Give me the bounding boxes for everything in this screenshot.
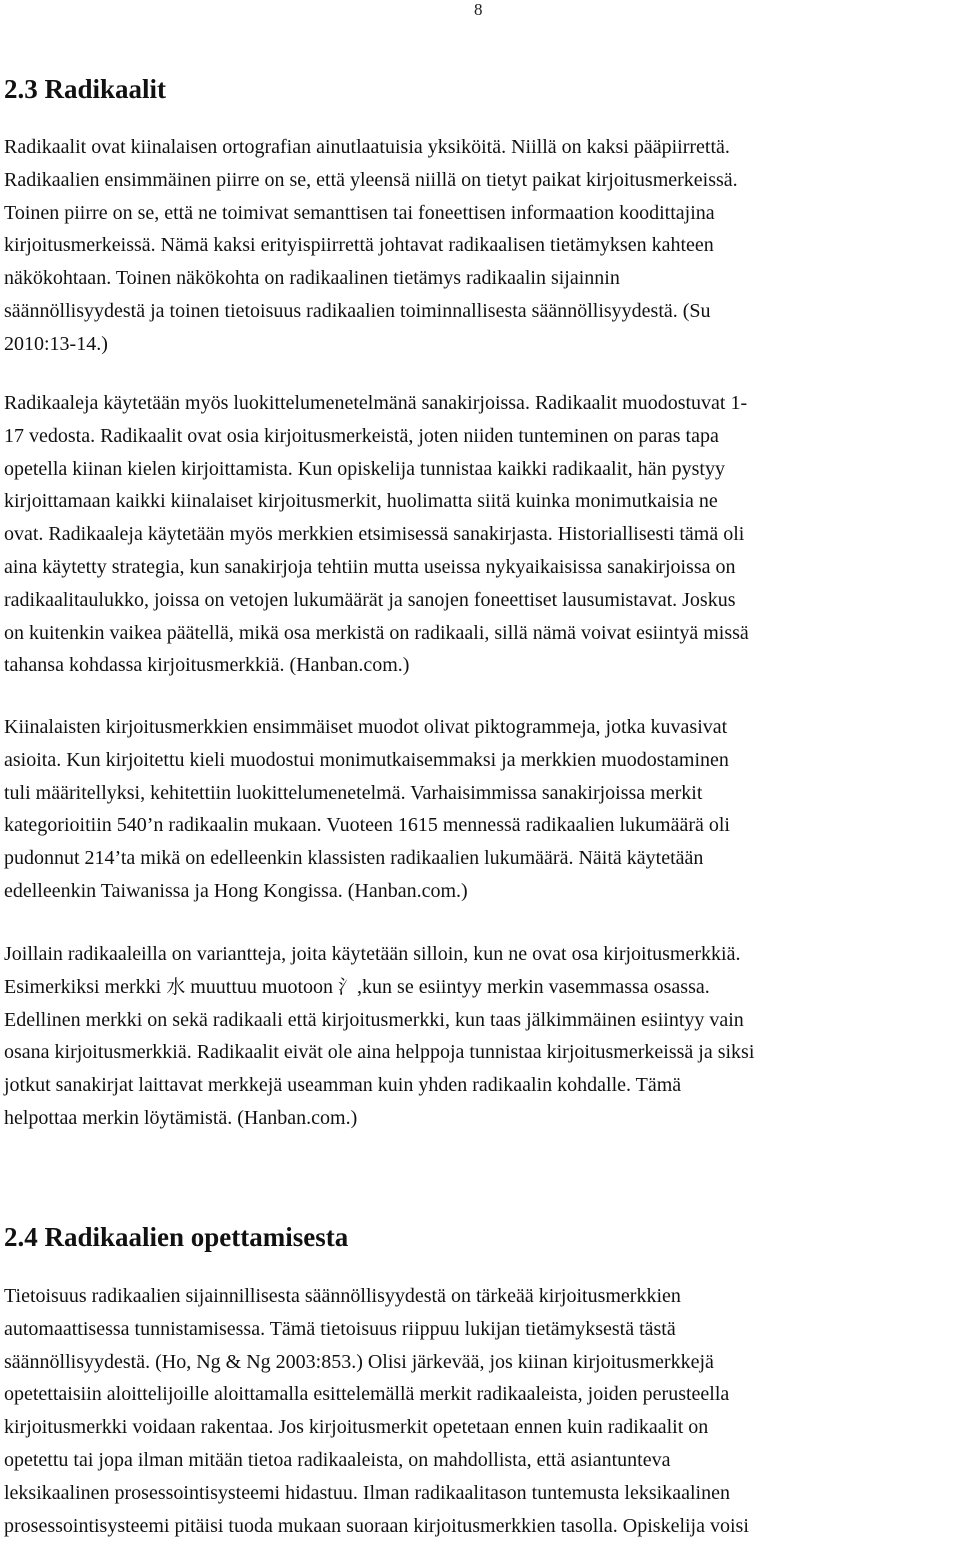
paragraph-line: pudonnut 214’ta mikä on edelleenkin klassisten radikaalien lukumäärä. Näitä käytetään xyxy=(4,847,704,870)
paragraph-line: tahansa kohdassa kirjoitusmerkkiä. (Hanban.com.) xyxy=(4,654,410,677)
page-number: 8 xyxy=(474,0,483,19)
paragraph-line: kirjoitusmerkki voidaan rakentaa. Jos kirjoitusmerkit opetetaan ennen kuin radikaalit on xyxy=(4,1416,709,1439)
paragraph-line: ovat. Radikaaleja käytetään myös merkkien etsimisessä sanakirjasta. Historiallisesti tämä oli xyxy=(4,523,745,546)
paragraph-line: Toinen piirre on se, että ne toimivat semanttisen tai foneettisen informaation koodittajina xyxy=(4,201,715,224)
paragraph-line: säännöllisyydestä. (Ho, Ng & Ng 2003:853.) Olisi järkevää, jos kiinan kirjoitusmerkkejä xyxy=(4,1350,714,1373)
paragraph-line: 17 vedosta. Radikaalit ovat osia kirjoitusmerkeistä, joten niiden tunteminen on paras tapa xyxy=(4,424,719,447)
section-heading-radikaalit: 2.3 Radikaalit xyxy=(4,74,167,104)
paragraph-line: helpottaa merkin löytämistä. (Hanban.com.) xyxy=(4,1106,358,1129)
paragraph-line: 2010:13-14.) xyxy=(4,332,108,355)
line-text: muuttuu muotoon xyxy=(185,975,339,998)
line-text: Esimerkiksi merkki xyxy=(4,975,167,998)
paragraph-2 xyxy=(4,387,956,682)
paragraph-line: aina käytetty strategia, kun sanakirjoja tehtiin mutta useissa nykyaikaisissa sanakirjoissa on xyxy=(4,555,736,578)
paragraph-line: Radikaalien ensimmäinen piirre on se, että yleensä niillä on tietyt paikat kirjoitusmerkeissä. xyxy=(4,168,738,191)
paragraph-line: on kuitenkin vaikea päätellä, mikä osa merkistä on radikaali, sillä nämä voivat esiintyä missä xyxy=(4,621,749,644)
paragraph-line: Tietoisuus radikaalien sijainnillisesta säännöllisyydestä on tärkeää kirjoitusmerkkien xyxy=(4,1285,681,1307)
paragraph-4 xyxy=(4,938,956,1135)
paragraph-line: Radikaaleja käytetään myös luokittelumenetelmänä sanakirjoissa. Radikaalit muodostuvat 1- xyxy=(4,392,748,414)
section-heading-radikaalien-opettamisesta: 2.4 Radikaalien opettamisesta xyxy=(4,1222,349,1252)
paragraph-line-with-characters xyxy=(4,971,956,1004)
paragraph-line: opetettu tai jopa ilman mitään tietoa radikaaleista, on mahdollista, että asiantunteva xyxy=(4,1448,671,1471)
paragraph-line: asioita. Kun kirjoitettu kieli muodostui monimutkaisemmaksi ja merkkien muodostaminen xyxy=(4,748,729,771)
paragraph-line: automaattisessa tunnistamisessa. Tämä tietoisuus riippuu lukijan tietämyksestä tästä xyxy=(4,1317,676,1340)
paragraph-line: edelleenkin Taiwanissa ja Hong Kongissa. (Hanban.com.) xyxy=(4,879,468,902)
paragraph-line: opetella kiinan kielen kirjoittamista. Kun opiskelija tunnistaa kaikki radikaalit, hän pystyy xyxy=(4,457,725,480)
paragraph-line: Radikaalit ovat kiinalaisen ortografian ainutlaatuisia yksiköitä. Niillä on kaksi pääpiirrettä. xyxy=(4,136,730,158)
paragraph-line: jotkut sanakirjat laittavat merkkejä useamman kuin yhden radikaalin kohdalle. Tämä xyxy=(4,1074,682,1097)
paragraph-line: näkökohtaan. Toinen näkökohta on radikaalinen tietämys radikaalin sijainnin xyxy=(4,267,620,290)
paragraph-line: Kiinalaisten kirjoitusmerkkien ensimmäiset muodot olivat piktogrammeja, jotka kuvasivat xyxy=(4,716,728,738)
paragraph-line: Joillain radikaaleilla on variantteja, joita käytetään silloin, kun ne ovat osa kirjoitusmerkkiä. xyxy=(4,943,741,965)
paragraph-line: Edellinen merkki on sekä radikaali että kirjoitusmerkki, kun taas jälkimmäinen esiintyy vain xyxy=(4,1008,744,1031)
chinese-radical-water-variant: 氵 xyxy=(338,975,358,998)
paragraph-line: leksikaalinen prosessointisysteemi hidastuu. Ilman radikaalitason tuntemusta leksikaalinen xyxy=(4,1481,730,1504)
paragraph-1 xyxy=(4,131,956,361)
paragraph-line: prosessointisysteemi pitäisi tuoda mukaan suoraan kirjoitusmerkkien tasolla. Opiskelija voisi xyxy=(4,1514,749,1537)
paragraph-line: kirjoittamaan kaikki kiinalaiset kirjoitusmerkit, huolimatta siitä kuinka monimutkaisia ne xyxy=(4,490,718,513)
paragraph-line: osana kirjoitusmerkkiä. Radikaalit eivät ole aina helppoja tunnistaa kirjoitusmerkeissä ja siksi xyxy=(4,1041,755,1064)
paragraph-line: opetettaisiin aloittelijoille aloittamalla esittelemällä merkit radikaaleista, joiden perusteella xyxy=(4,1383,730,1406)
paragraph-line: säännöllisyydestä ja toinen tietoisuus radikaalien toiminnallisesta säännöllisyydestä. (Su xyxy=(4,299,711,322)
paragraph-line: kategorioitiin 540’n radikaalin mukaan. Vuoteen 1615 mennessä radikaalien lukumäärä oli xyxy=(4,814,730,837)
paragraph-line: kirjoitusmerkeissä. Nämä kaksi erityispiirrettä johtavat radikaalisen tietämyksen kahteen xyxy=(4,234,714,257)
paragraph-5 xyxy=(4,1280,956,1542)
paragraph-line: tuli määritellyksi, kehitettiin luokittelumenetelmä. Varhaisimmissa sanakirjoissa merkit xyxy=(4,781,703,804)
paragraph-line: radikaalitaulukko, joissa on vetojen lukumäärät ja sanojen foneettiset lausumistavat. Joskus xyxy=(4,588,736,611)
line-text: ,kun se esiintyy merkin vasemmassa osassa. xyxy=(357,975,710,998)
chinese-character-water: 水 xyxy=(166,975,186,998)
paragraph-3 xyxy=(4,711,956,908)
